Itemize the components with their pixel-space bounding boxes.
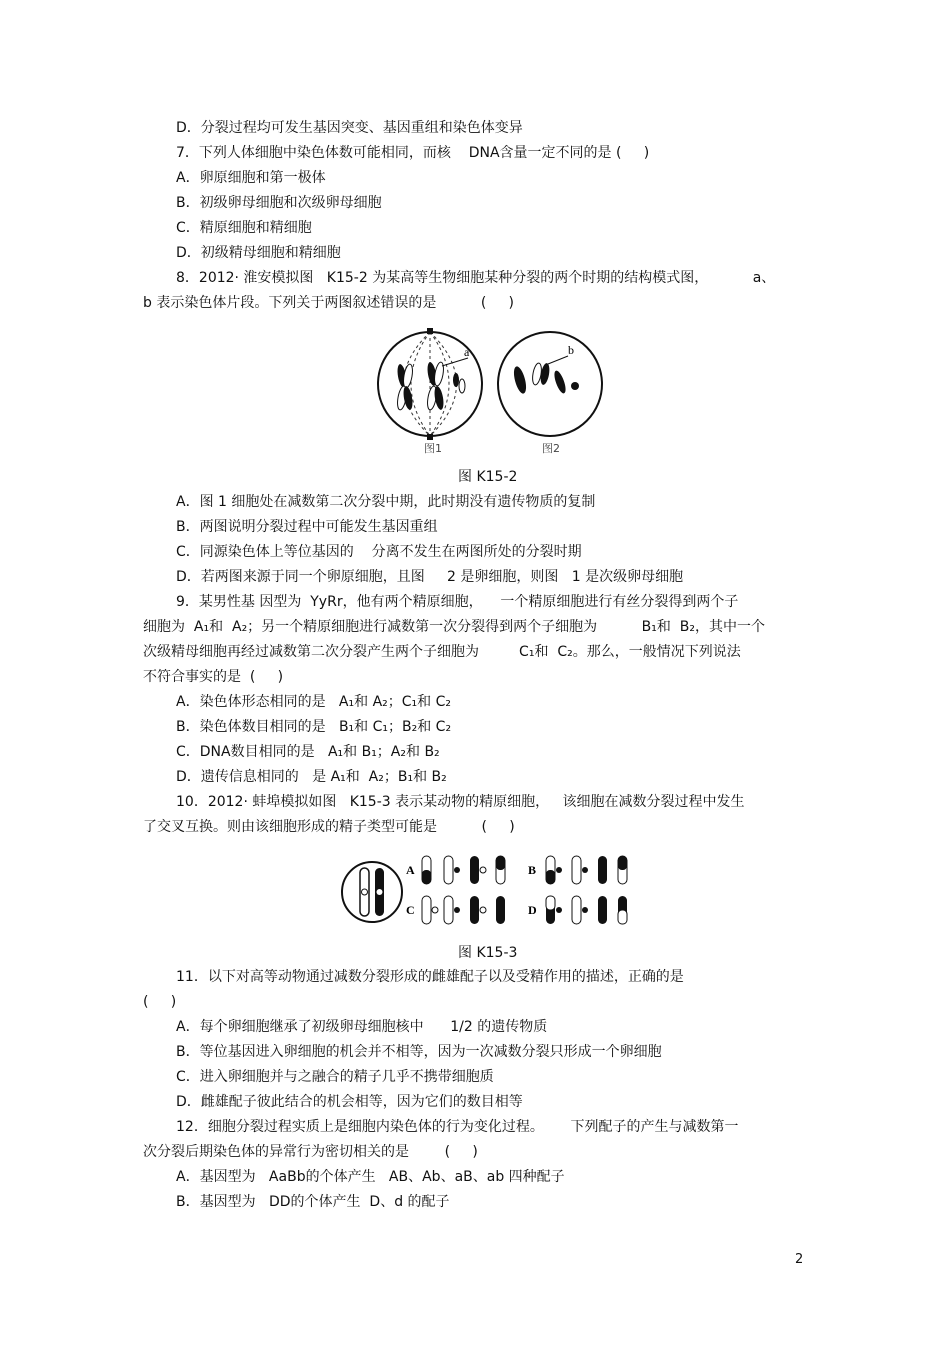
option-a-q7: A．卵原细胞和第一极体 — [176, 170, 326, 186]
question-11-cont: ( ) — [143, 994, 177, 1010]
option-d-q9: D．遗传信息相同的 是 A₁和 A₂；B₁和 B₂ — [176, 769, 447, 785]
option-d-q11: D．雌雄配子彼此结合的机会相等，因为它们的数目相等 — [176, 1094, 523, 1110]
option-label-d: D — [528, 903, 537, 917]
option-a-q8: A．图 1 细胞处在减数第二次分裂中期，此时期没有遗传物质的复制 — [176, 494, 596, 510]
option-label-c: C — [406, 903, 415, 917]
option-d-q8: D．若两图来源于同一个卵原细胞，且图 2 是卵细胞，则图 1 是次级卵母细胞 — [176, 569, 684, 585]
option-c-chromosomes — [422, 896, 505, 924]
option-b-q7: B．初级卵母细胞和次级卵母细胞 — [176, 195, 382, 211]
label-a: a — [464, 345, 470, 359]
option-a-chromosomes — [422, 856, 505, 884]
option-d-q7: D．初级精母细胞和精细胞 — [176, 245, 341, 261]
option-b-q8: B．两图说明分裂过程中可能发生基因重组 — [176, 519, 438, 535]
question-11: 11．以下对高等动物通过减数分裂形成的雌雄配子以及受精作用的描述，正确的是 — [176, 969, 684, 985]
question-9-cont-1: 细胞为 A₁和 A₂；另一个精原细胞进行减数第一次分裂得到两个子细胞为 B₁和 B₂，其中一个 — [143, 619, 766, 635]
option-label-b: B — [528, 863, 537, 877]
option-d-q6: D．分裂过程均可发生基因突变、基因重组和染色体变异 — [176, 120, 523, 136]
question-10-cont: 了交叉互换。则由该细胞形成的精子类型可能是 ( ) — [143, 819, 515, 835]
panel-1-label: 图1 — [424, 442, 442, 455]
option-a-q12: A．基因型为 AaBb的个体产生 AB、Ab、aB、ab 四种配子 — [176, 1169, 565, 1185]
figure-k15-2 — [372, 326, 612, 456]
question-12-cont: 次分裂后期染色体的异常行为密切相关的是 ( ) — [143, 1144, 478, 1160]
question-8: 8．2012· 淮安模拟图 K15-2 为某高等生物细胞某种分裂的两个时期的结构模式图， a、 — [176, 270, 776, 286]
question-9: 9．某男性基 因型为 YyRr，他有两个精原细胞， 一个精原细胞进行有丝分裂得到两个子 — [176, 594, 739, 610]
figure-k15-3 — [340, 852, 640, 932]
question-10: 10．2012· 蚌埠模拟如图 K15-3 表示某动物的精原细胞， 该细胞在减数分裂过程中发生 — [176, 794, 745, 810]
option-a-q11: A．每个卵细胞继承了初级卵母细胞核中 1/2 的遗传物质 — [176, 1019, 548, 1035]
option-c-q9: C．DNA数目相同的是 A₁和 B₁；A₂和 B₂ — [176, 744, 440, 760]
cell-figure-2 — [498, 332, 602, 436]
option-c-q7: C．精原细胞和精细胞 — [176, 220, 312, 236]
question-9-cont-3: 不符合事实的是 ( ) — [143, 669, 284, 685]
figure-k15-2-caption: 图 K15-2 — [458, 469, 518, 485]
option-b-q9: B．染色体数目相同的是 B₁和 C₁；B₂和 C₂ — [176, 719, 452, 735]
question-9-cont-2: 次级精母细胞再经过减数第二次分裂产生两个子细胞为 C₁和 C₂。那么，一般情况下列说法 — [143, 644, 741, 660]
figure-k15-3-caption: 图 K15-3 — [458, 945, 518, 961]
spermatogonium-cell — [342, 862, 402, 922]
option-b-q12: B．基因型为 DD的个体产生 D、d 的配子 — [176, 1194, 450, 1210]
option-c-q8: C．同源染色体上等位基因的 分离不发生在两图所处的分裂时期 — [176, 544, 582, 560]
question-12: 12．细胞分裂过程实质上是细胞内染色体的行为变化过程。 下列配子的产生与减数第一 — [176, 1119, 739, 1135]
question-8-cont: b 表示染色体片段。下列关于两图叙述错误的是 ( ) — [143, 295, 515, 311]
option-label-a: A — [406, 863, 415, 877]
option-c-q11: C．进入卵细胞并与之融合的精子几乎不携带细胞质 — [176, 1069, 494, 1085]
option-b-q11: B．等位基因进入卵细胞的机会并不相等，因为一次减数分裂只形成一个卵细胞 — [176, 1044, 662, 1060]
option-b-chromosomes — [546, 856, 627, 884]
option-a-q9: A．染色体形态相同的是 A₁和 A₂；C₁和 C₂ — [176, 694, 451, 710]
panel-2-label: 图2 — [542, 442, 560, 455]
label-b: b — [568, 343, 574, 357]
option-d-chromosomes — [546, 896, 627, 924]
page-number: 2 — [795, 1252, 804, 1267]
question-7: 7．下列人体细胞中染色体数可能相同，而核 DNA含量一定不同的是 ( ) — [176, 145, 650, 161]
